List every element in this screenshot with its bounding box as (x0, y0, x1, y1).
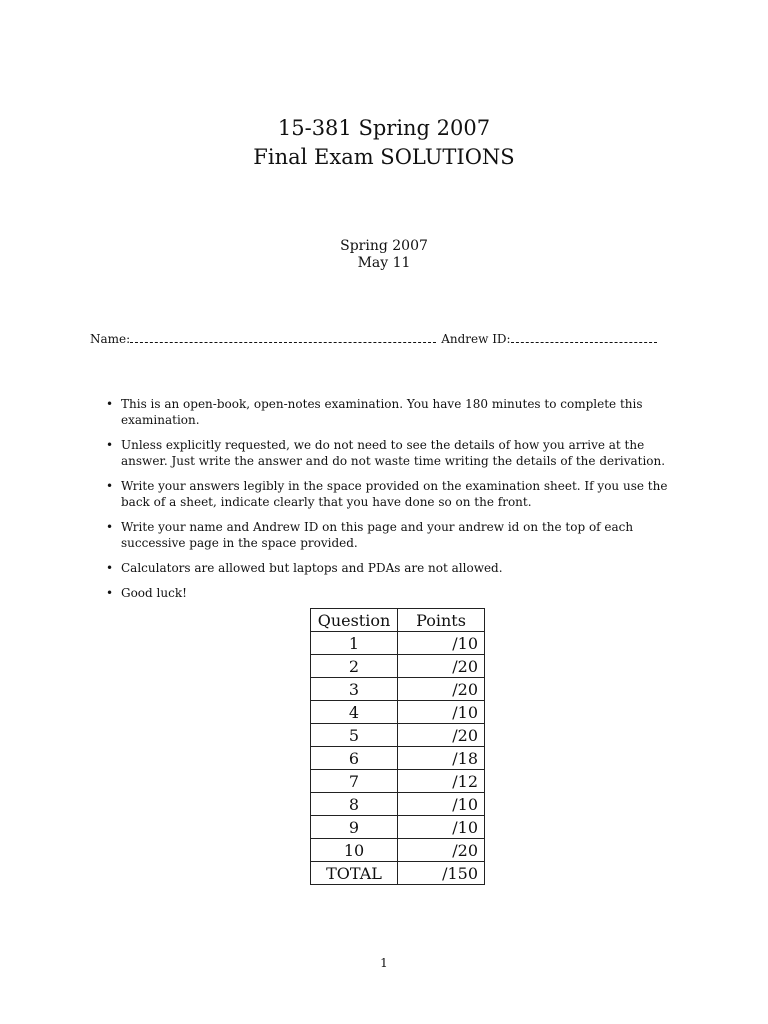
instruction-item (106, 585, 686, 601)
question-cell: 1 (311, 632, 398, 655)
question-cell: 5 (311, 724, 398, 747)
student-id-line (90, 330, 690, 347)
instruction-text: Unless explicitly requested, we do not need to see the details of how you arrive at the answer. Just write the answer and do not waste time writing the details of the derivation. (121, 438, 666, 468)
instruction-text: Calculators are allowed but laptops and PDAs are not allowed. (121, 561, 503, 575)
total-label-cell: TOTAL (311, 862, 398, 885)
andrew-id-label: Andrew ID: (441, 332, 511, 346)
name-label: Name: (90, 332, 131, 346)
table-row (311, 655, 485, 678)
points-cell: /20 (398, 839, 485, 862)
question-column-header: Question (311, 609, 398, 632)
question-cell: 2 (311, 655, 398, 678)
table-row (311, 770, 485, 793)
table-row (311, 678, 485, 701)
table-row (311, 793, 485, 816)
instruction-item (106, 519, 686, 551)
instruction-text: Write your name and Andrew ID on this page and your andrew id on the top of each successive page in the space provided. (121, 520, 634, 550)
bullet-icon: • (106, 561, 114, 575)
question-cell: 4 (311, 701, 398, 724)
bullet-icon: • (106, 479, 114, 493)
question-cell: 7 (311, 770, 398, 793)
bullet-icon: • (106, 397, 114, 411)
points-cell: /10 (398, 816, 485, 839)
bullet-icon: • (106, 520, 114, 534)
table-row (311, 632, 485, 655)
table-row (311, 816, 485, 839)
instructions-list (106, 396, 686, 610)
points-cell: /10 (398, 632, 485, 655)
term-line: Spring 2007 (340, 238, 428, 254)
bullet-icon: • (106, 586, 114, 600)
score-table-header-row (311, 609, 485, 632)
table-row-total (311, 862, 485, 885)
instruction-item (106, 560, 686, 576)
instruction-text: This is an open-book, open-notes examination. You have 180 minutes to complete this examination. (121, 397, 643, 427)
question-cell: 6 (311, 747, 398, 770)
instruction-text: Good luck! (121, 586, 187, 600)
question-cell: 10 (311, 839, 398, 862)
points-cell: /18 (398, 747, 485, 770)
table-row (311, 724, 485, 747)
points-cell: /12 (398, 770, 485, 793)
points-cell: /20 (398, 655, 485, 678)
table-row (311, 747, 485, 770)
instruction-text: Write your answers legibly in the space provided on the examination sheet. If you use the back of a sheet, indicate clearly that you have done so on the front. (121, 479, 668, 509)
day-line: May 11 (357, 255, 411, 271)
points-cell: /10 (398, 701, 485, 724)
andrew-id-blank (511, 330, 657, 343)
bullet-icon: • (106, 438, 114, 452)
points-cell: /20 (398, 724, 485, 747)
question-cell: 3 (311, 678, 398, 701)
total-points-cell: /150 (398, 862, 485, 885)
exam-date (0, 238, 768, 272)
exam-title-line: Final Exam SOLUTIONS (253, 145, 515, 169)
question-cell: 8 (311, 793, 398, 816)
points-cell: /10 (398, 793, 485, 816)
instruction-item (106, 396, 686, 428)
table-row (311, 701, 485, 724)
question-cell: 9 (311, 816, 398, 839)
points-column-header: Points (398, 609, 485, 632)
points-cell: /20 (398, 678, 485, 701)
instruction-item (106, 437, 686, 469)
page-number: 1 (380, 956, 388, 970)
score-table (310, 608, 485, 885)
instruction-item (106, 478, 686, 510)
exam-title (0, 114, 768, 172)
name-blank (130, 330, 436, 343)
course-title-line: 15-381 Spring 2007 (277, 116, 491, 140)
table-row (311, 839, 485, 862)
